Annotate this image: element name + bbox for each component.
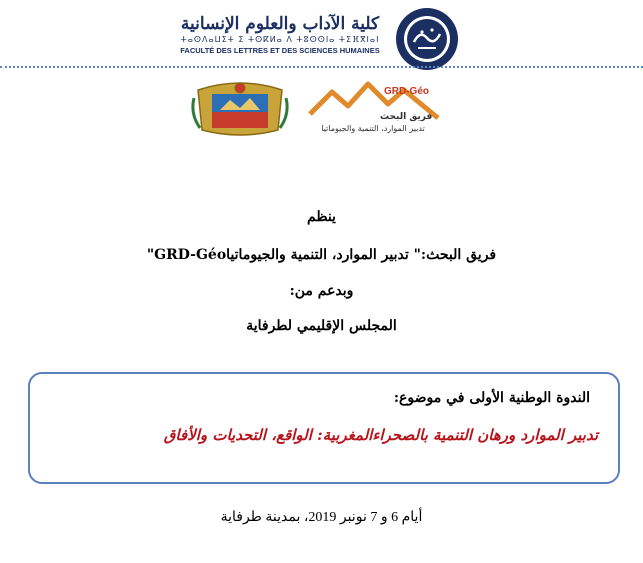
- faculty-name-arabic: كلية الآداب والعلوم الإنسانية: [180, 14, 380, 34]
- support-label: وبدعم من:: [289, 283, 354, 299]
- grd-logo-text: GRD-Géo: [384, 86, 429, 97]
- province-crest-logo: [190, 80, 290, 138]
- event-date-location: أيام 6 و 7 نونبر 2019، بمدينة طرفاية: [220, 510, 423, 525]
- university-seal-logo: [394, 6, 460, 72]
- grd-team-label: فريق البحث: [380, 112, 433, 122]
- header-divider: [0, 66, 643, 68]
- organizes-label: ينظم: [307, 209, 336, 225]
- symposium-theme-box: [28, 372, 620, 484]
- faculty-name-amazigh: ⵜⴰⵙⴷⴰⵡⵉⵜ ⵉ ⵜⵙⴽⵍⴰ ⴷ ⵜⵓⵙⵙⵏⴰ ⵜⵉⴼⴳⵏⴰⵏ: [180, 35, 380, 44]
- symposium-heading: الندوة الوطنية الأولى في موضوع:: [393, 390, 590, 406]
- faculty-name-french: FACULTÉ DES LETTRES ET DES SCIENCES HUMAINES: [180, 46, 380, 55]
- supporter-council: المجلس الإقليمي لطرفاية: [246, 318, 397, 334]
- faculty-header: [180, 14, 380, 56]
- organizer-team-line: فريق البحث:" تدبير الموارد، التنمية والجيوماتياGRD-Géo": [146, 247, 497, 263]
- symposium-theme: تدبير الموارد ورهان التنمية بالصحراءالمغربية: الواقع، التحديات والأفاق: [163, 426, 598, 444]
- grd-team-subtitle: تدبير الموارد، التنمية والجيوماتيا: [321, 124, 425, 133]
